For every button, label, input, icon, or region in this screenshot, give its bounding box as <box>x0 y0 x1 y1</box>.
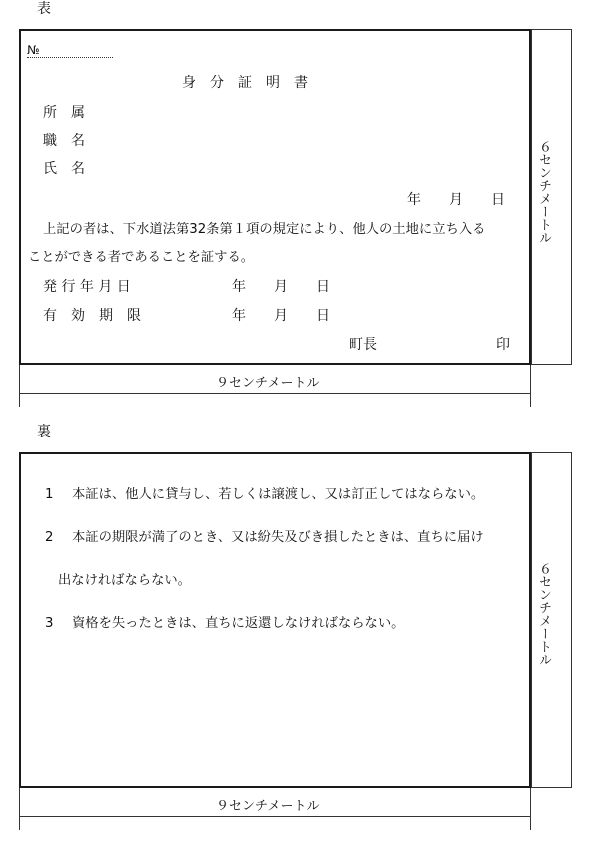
back-height-guide-right <box>571 452 572 788</box>
notice-item-2-text: 本証の期限が満了のとき、又は紛失及びき損したときは、直ちに届け <box>72 530 484 545</box>
back-width-guide-line <box>19 816 531 817</box>
certification-date: 年 月 日 <box>407 192 505 208</box>
front-height-guide-top <box>531 29 572 30</box>
certification-text-line1: 上記の者は、下水道法第32条第１項の規定により、他人の土地に立ち入る <box>43 222 486 237</box>
card-number-label: № <box>27 43 113 58</box>
front-height-guide-left <box>531 29 532 365</box>
notice-item-3-text: 資格を失ったときは、直ちに返還しなければならない。 <box>72 616 405 631</box>
back-height-guide-bottom <box>531 787 572 788</box>
expiry-label: 有 効 期 限 <box>43 308 141 324</box>
front-height-guide-right <box>571 29 572 365</box>
front-side-label: 表 <box>37 1 51 17</box>
front-width-guide-right <box>530 365 531 407</box>
notice-item-2-continued: 出なければならない。 <box>58 573 191 588</box>
notice-item-1-text: 本証は、他人に貸与し、若しくは譲渡し、又は訂正してはならない。 <box>72 487 485 502</box>
expiry-date-value: 年 月 日 <box>232 308 330 324</box>
notice-item-3-number: 3 <box>45 616 54 631</box>
back-width-guide-left <box>19 788 20 830</box>
front-height-label: ６センチメートル <box>536 140 551 244</box>
front-width-guide-line <box>19 393 531 394</box>
front-width-guide-left <box>19 365 20 407</box>
back-height-guide-left <box>531 452 532 788</box>
front-height-guide-bottom <box>531 364 572 365</box>
back-width-label: ９センチメートル <box>216 799 320 814</box>
certification-text-line2: ことができる者であることを証する。 <box>28 250 255 265</box>
notice-item-2 <box>45 526 484 545</box>
back-height-label: ６センチメートル <box>536 562 551 666</box>
card-number-field <box>27 43 113 58</box>
issue-date-value: 年 月 日 <box>232 279 330 295</box>
notice-item-1 <box>45 483 484 502</box>
issue-date-label: 発 行 年 月 日 <box>43 279 131 295</box>
mayor-label: 町長 <box>349 337 377 353</box>
notice-item-2-number: 2 <box>45 530 54 545</box>
field-name: 氏 名 <box>43 161 85 177</box>
notice-item-1-number: 1 <box>45 487 54 502</box>
back-width-guide-right <box>530 788 531 830</box>
seal-label: 印 <box>496 337 510 353</box>
back-side-label: 裏 <box>37 424 51 440</box>
front-width-label: ９センチメートル <box>216 376 320 391</box>
notice-item-3 <box>45 612 404 631</box>
field-affiliation: 所 属 <box>43 105 85 121</box>
front-title: 身 分 証 明 書 <box>182 75 308 91</box>
field-job-title: 職 名 <box>43 133 85 149</box>
back-height-guide-top <box>531 452 572 453</box>
